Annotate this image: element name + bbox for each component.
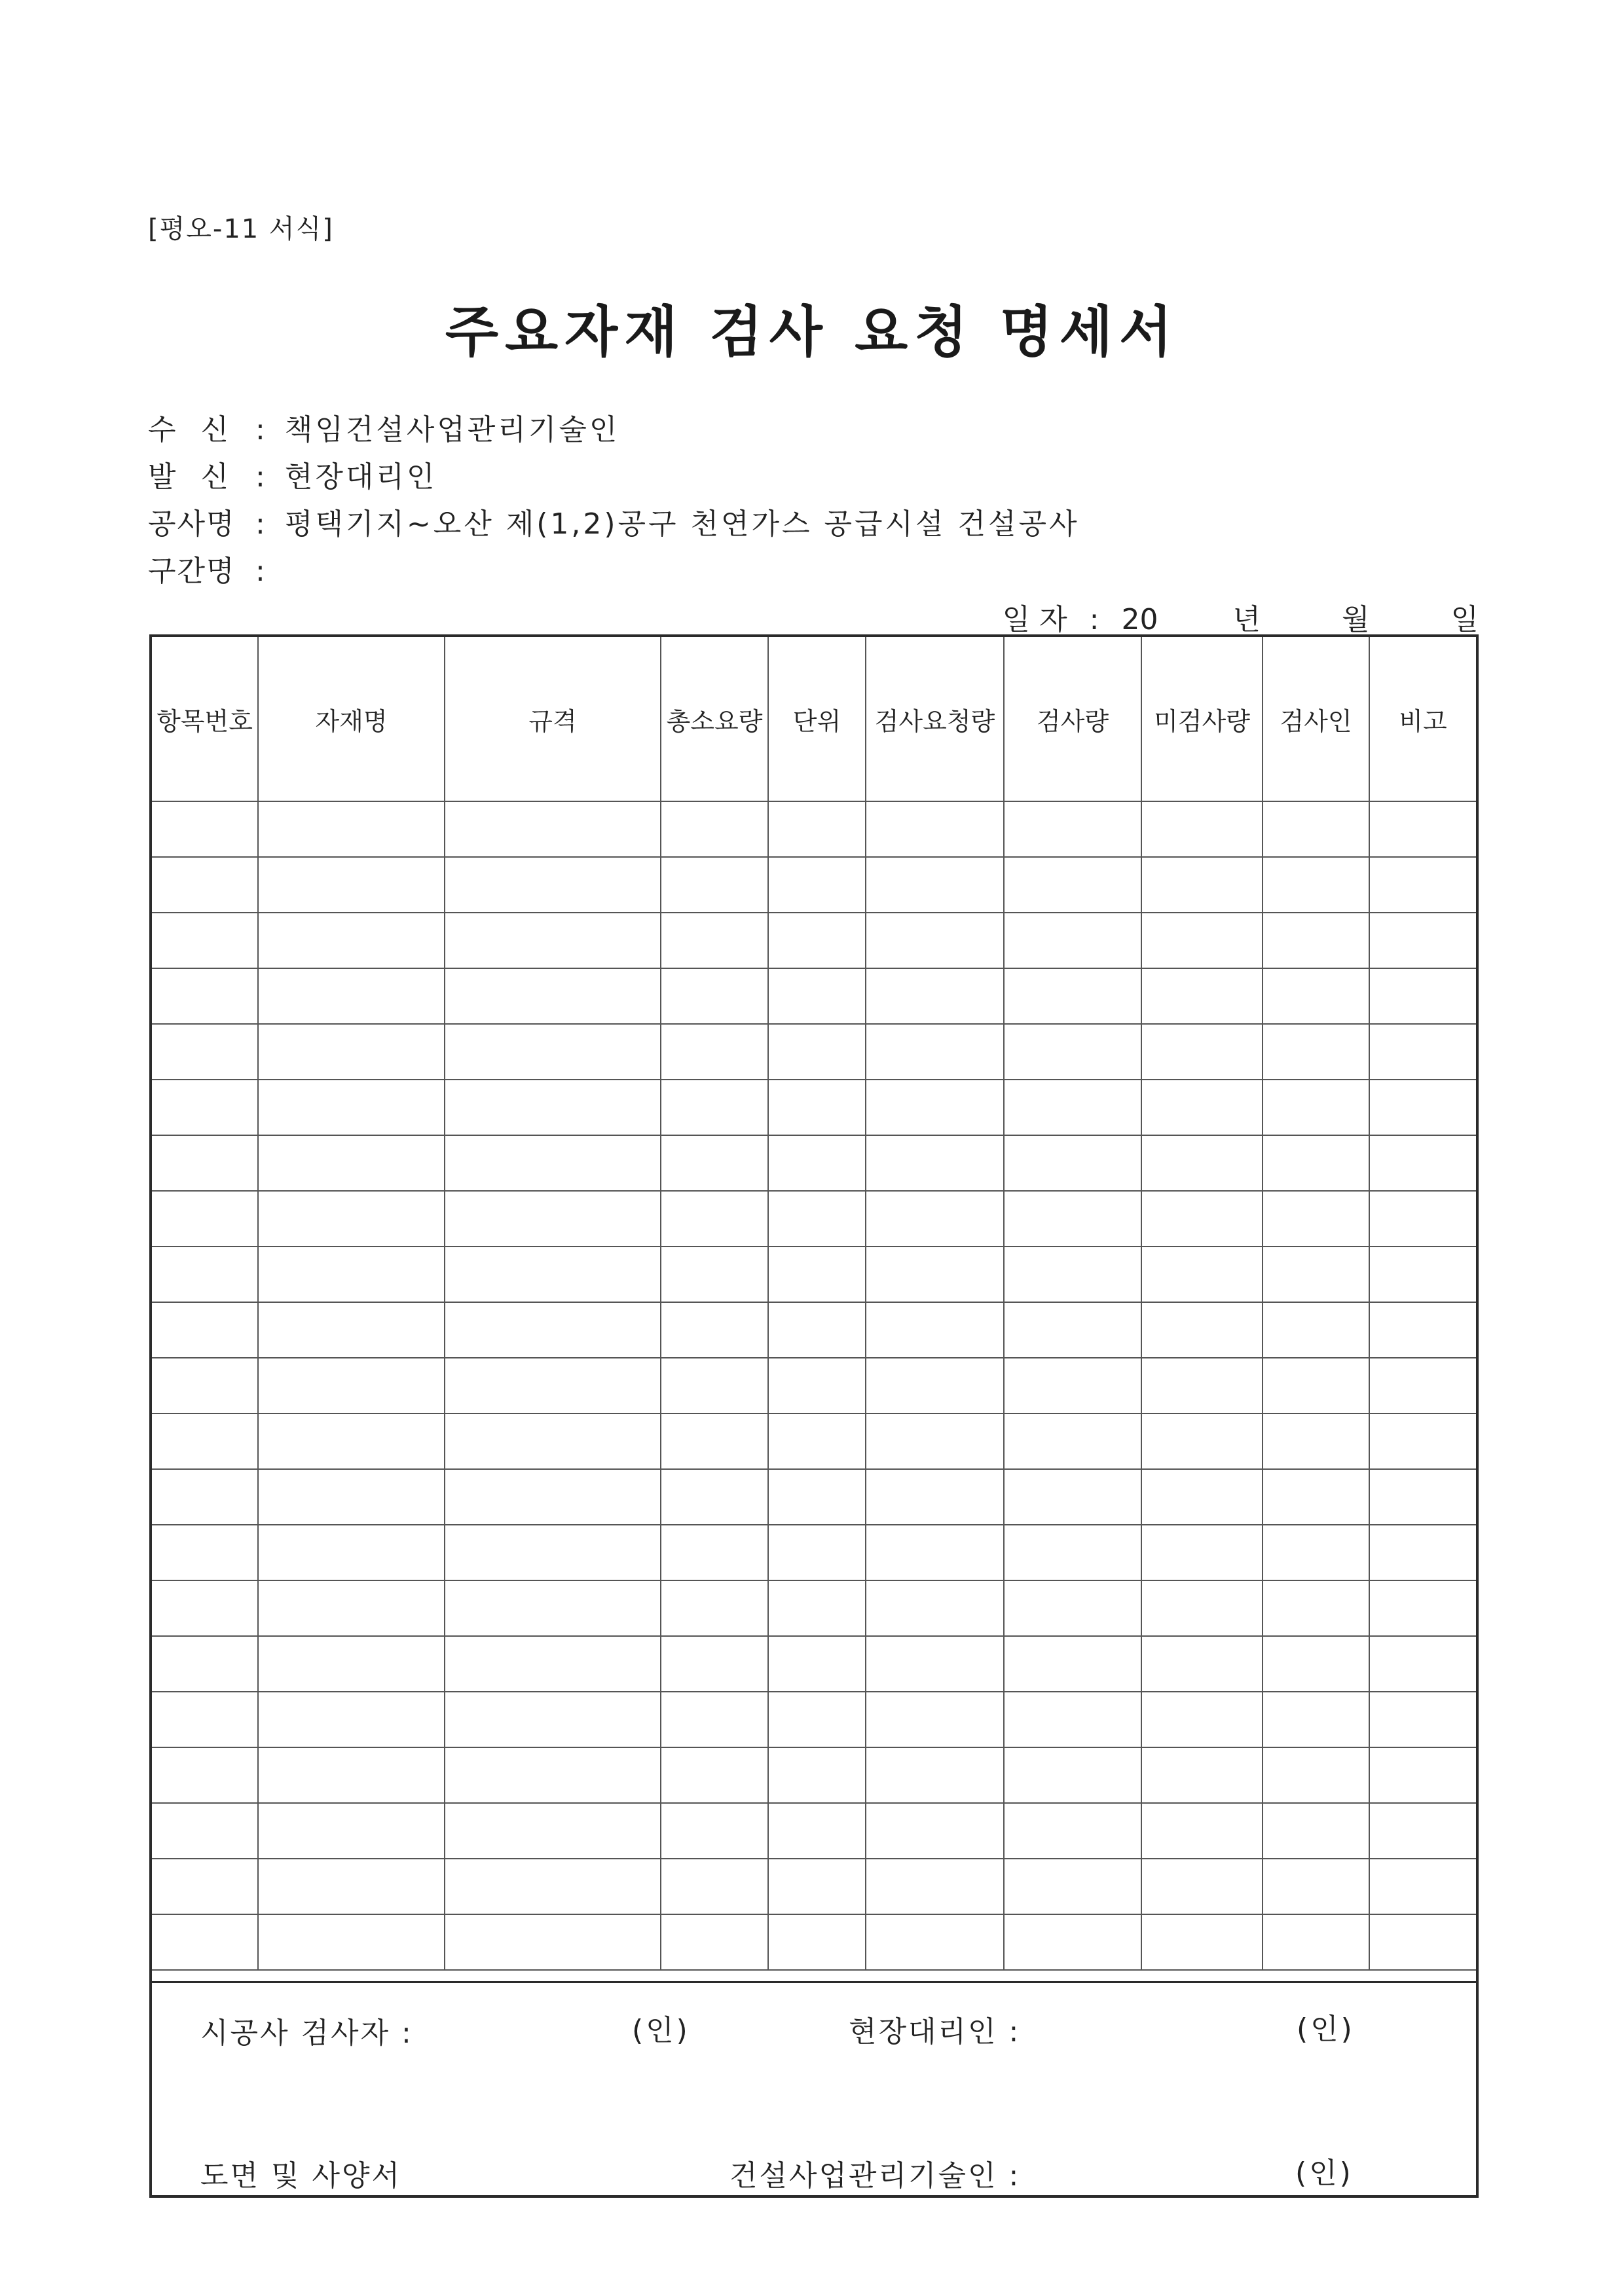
table-cell[interactable]	[1369, 1135, 1476, 1191]
table-cell[interactable]	[1263, 1191, 1369, 1247]
table-cell[interactable]	[1263, 1859, 1369, 1914]
table-cell[interactable]	[1141, 801, 1263, 857]
table-cell[interactable]	[445, 1859, 661, 1914]
table-row	[152, 1803, 1476, 1859]
table-cell[interactable]	[152, 968, 258, 1024]
table-cell[interactable]	[661, 1080, 768, 1135]
table-cell[interactable]	[445, 1469, 661, 1525]
table-cell[interactable]	[768, 1247, 866, 1302]
table-cell[interactable]	[768, 1747, 866, 1803]
table-cell[interactable]	[1004, 1080, 1141, 1135]
table-row	[152, 968, 1476, 1024]
table-cell[interactable]	[1263, 801, 1369, 857]
table-cell[interactable]	[445, 801, 661, 857]
table-cell[interactable]	[1004, 857, 1141, 913]
table-cell[interactable]	[866, 1135, 1004, 1191]
table-cell[interactable]	[768, 1636, 866, 1692]
table-cell[interactable]	[866, 1247, 1004, 1302]
table-cell[interactable]	[1263, 1302, 1369, 1358]
date-line	[1003, 596, 1479, 638]
section-label: 구간명	[148, 555, 236, 588]
table-cell[interactable]	[445, 1247, 661, 1302]
table-body	[152, 801, 1476, 1970]
table-cell[interactable]	[1141, 1302, 1263, 1358]
table-cell[interactable]	[258, 1859, 445, 1914]
table-cell[interactable]	[1369, 1080, 1476, 1135]
table-cell[interactable]	[1369, 1302, 1476, 1358]
header-specification: 규격	[445, 637, 661, 801]
table-cell[interactable]	[445, 968, 661, 1024]
site-agent-label: 현장대리인 :	[849, 2015, 1021, 2049]
inspection-form	[149, 634, 1479, 2198]
table-cell[interactable]	[1141, 1080, 1263, 1135]
table-cell[interactable]	[1263, 1247, 1369, 1302]
table-cell[interactable]	[661, 1914, 768, 1970]
header-uninspected-quantity: 미검사량	[1141, 637, 1263, 801]
table-cell[interactable]	[1141, 1914, 1263, 1970]
table-cell[interactable]	[1369, 968, 1476, 1024]
header-total-quantity: 총소요량	[661, 637, 768, 801]
table-cell[interactable]	[1004, 1859, 1141, 1914]
table-cell[interactable]	[445, 1803, 661, 1859]
table-cell[interactable]	[445, 1358, 661, 1413]
header-remarks: 비고	[1369, 637, 1476, 801]
table-cell[interactable]	[258, 801, 445, 857]
table-cell[interactable]	[1141, 1525, 1263, 1580]
table-cell[interactable]	[445, 1692, 661, 1747]
table-cell[interactable]	[1004, 913, 1141, 968]
inspection-table	[152, 637, 1476, 1971]
table-cell[interactable]	[661, 1024, 768, 1080]
table-cell[interactable]	[258, 1580, 445, 1636]
table-cell[interactable]	[866, 1024, 1004, 1080]
table-cell[interactable]	[258, 1024, 445, 1080]
table-cell[interactable]	[768, 1413, 866, 1469]
table-cell[interactable]	[866, 1469, 1004, 1525]
table-row	[152, 1247, 1476, 1302]
table-cell[interactable]	[866, 1803, 1004, 1859]
table-cell[interactable]	[1369, 913, 1476, 968]
table-cell[interactable]	[1263, 1413, 1369, 1469]
table-cell[interactable]	[866, 1859, 1004, 1914]
table-cell[interactable]	[661, 913, 768, 968]
date-day-unit: 일	[1450, 603, 1479, 636]
table-cell[interactable]	[1369, 1636, 1476, 1692]
table-cell[interactable]	[661, 1692, 768, 1747]
form-code: [평오-11 서식]	[148, 214, 334, 244]
contractor-inspector-seal: (인)	[632, 2014, 690, 2047]
table-cell[interactable]	[152, 1135, 258, 1191]
table-cell[interactable]	[1141, 1024, 1263, 1080]
table-cell[interactable]	[258, 1358, 445, 1413]
table-cell[interactable]	[258, 1247, 445, 1302]
table-row	[152, 1469, 1476, 1525]
table-cell[interactable]	[661, 1247, 768, 1302]
table-cell[interactable]	[1263, 968, 1369, 1024]
table-cell[interactable]	[661, 1413, 768, 1469]
sender-line	[148, 453, 437, 495]
table-cell[interactable]	[661, 857, 768, 913]
table-cell[interactable]	[1004, 1469, 1141, 1525]
table-cell[interactable]	[866, 1914, 1004, 1970]
table-cell[interactable]	[768, 857, 866, 913]
table-cell[interactable]	[1141, 913, 1263, 968]
table-cell[interactable]	[768, 1135, 866, 1191]
table-cell[interactable]	[866, 1692, 1004, 1747]
table-cell[interactable]	[768, 913, 866, 968]
table-cell[interactable]	[445, 1747, 661, 1803]
table-row	[152, 913, 1476, 968]
table-cell[interactable]	[661, 1135, 768, 1191]
table-cell[interactable]	[866, 801, 1004, 857]
table-cell[interactable]	[866, 1747, 1004, 1803]
table-row	[152, 1747, 1476, 1803]
table-cell[interactable]	[152, 857, 258, 913]
table-row	[152, 1636, 1476, 1692]
table-cell[interactable]	[258, 1914, 445, 1970]
table-cell[interactable]	[1369, 1358, 1476, 1413]
table-cell[interactable]	[152, 1803, 258, 1859]
table-row	[152, 1024, 1476, 1080]
table-row	[152, 1525, 1476, 1580]
table-cell[interactable]	[152, 1580, 258, 1636]
table-cell[interactable]	[661, 1580, 768, 1636]
table-cell[interactable]	[445, 1636, 661, 1692]
table-cell[interactable]	[445, 1191, 661, 1247]
table-cell[interactable]	[258, 857, 445, 913]
table-cell[interactable]	[1004, 1914, 1141, 1970]
table-cell[interactable]	[1004, 1247, 1141, 1302]
table-cell[interactable]	[661, 1747, 768, 1803]
table-cell[interactable]	[1263, 1024, 1369, 1080]
table-cell[interactable]	[1141, 857, 1263, 913]
table-cell[interactable]	[445, 1525, 661, 1580]
table-cell[interactable]	[768, 1302, 866, 1358]
recipient-label: 수신	[148, 413, 254, 446]
header-item-number: 항목번호	[152, 637, 258, 801]
table-cell[interactable]	[445, 1914, 661, 1970]
table-cell[interactable]	[445, 1135, 661, 1191]
table-cell[interactable]	[1141, 1580, 1263, 1636]
table-row	[152, 857, 1476, 913]
table-row	[152, 1302, 1476, 1358]
table-cell[interactable]	[866, 1636, 1004, 1692]
table-cell[interactable]	[1369, 1469, 1476, 1525]
table-cell[interactable]	[1004, 1580, 1141, 1636]
table-cell[interactable]	[768, 1358, 866, 1413]
table-cell[interactable]	[1141, 1692, 1263, 1747]
table-cell[interactable]	[1263, 1358, 1369, 1413]
date-year-unit: 년	[1232, 603, 1261, 636]
table-cell[interactable]	[1004, 1024, 1141, 1080]
table-cell[interactable]	[1141, 1358, 1263, 1413]
table-cell[interactable]	[1004, 1803, 1141, 1859]
table-cell[interactable]	[866, 968, 1004, 1024]
table-cell[interactable]	[866, 1358, 1004, 1413]
table-row	[152, 1914, 1476, 1970]
table-cell[interactable]	[1369, 1191, 1476, 1247]
table-cell[interactable]	[1263, 1914, 1369, 1970]
table-cell[interactable]	[866, 857, 1004, 913]
header-requested-quantity: 검사요청량	[866, 637, 1004, 801]
table-cell[interactable]	[1263, 857, 1369, 913]
signature-area	[152, 1981, 1476, 2197]
table-cell[interactable]	[1369, 1413, 1476, 1469]
header-material-name: 자재명	[258, 637, 445, 801]
table-cell[interactable]	[1369, 1247, 1476, 1302]
table-cell[interactable]	[1141, 1636, 1263, 1692]
table-cell[interactable]	[1141, 1135, 1263, 1191]
table-cell[interactable]	[866, 1413, 1004, 1469]
table-cell[interactable]	[445, 857, 661, 913]
table-cell[interactable]	[1004, 801, 1141, 857]
table-cell[interactable]	[768, 1580, 866, 1636]
table-cell[interactable]	[1369, 1859, 1476, 1914]
page-title: 주요자재 검사 요청 명세서	[445, 300, 1179, 364]
table-cell[interactable]	[661, 1525, 768, 1580]
table-cell[interactable]	[1004, 1636, 1141, 1692]
table-cell[interactable]	[768, 801, 866, 857]
table-cell[interactable]	[1263, 1135, 1369, 1191]
table-cell[interactable]	[1263, 1692, 1369, 1747]
table-cell[interactable]	[258, 1413, 445, 1469]
table-cell[interactable]	[661, 1302, 768, 1358]
project-value: 평택기지~오산 제(1,2)공구 천연가스 공급시설 건설공사	[284, 507, 1080, 541]
table-cell[interactable]	[152, 1859, 258, 1914]
supervisor-label: 건설사업관리기술인 :	[729, 2159, 1021, 2193]
table-cell[interactable]	[661, 1636, 768, 1692]
table-cell[interactable]	[1004, 1747, 1141, 1803]
table-row	[152, 1413, 1476, 1469]
date-year-prefix: 20	[1121, 603, 1158, 636]
table-row	[152, 1859, 1476, 1914]
table-row	[152, 1191, 1476, 1247]
table-cell[interactable]	[445, 1413, 661, 1469]
table-cell[interactable]	[258, 1803, 445, 1859]
project-label: 공사명	[148, 507, 236, 541]
header-unit: 단위	[768, 637, 866, 801]
table-cell[interactable]	[258, 968, 445, 1024]
table-cell[interactable]	[1141, 1247, 1263, 1302]
table-cell[interactable]	[1369, 1580, 1476, 1636]
table-cell[interactable]	[1369, 801, 1476, 857]
table-cell[interactable]	[445, 1024, 661, 1080]
table-cell[interactable]	[152, 1747, 258, 1803]
sender-label: 발신	[148, 460, 254, 494]
table-cell[interactable]	[152, 801, 258, 857]
table-cell[interactable]	[866, 1080, 1004, 1135]
table-cell[interactable]	[152, 913, 258, 968]
table-cell[interactable]	[1141, 1469, 1263, 1525]
table-cell[interactable]	[152, 1469, 258, 1525]
table-cell[interactable]	[768, 1080, 866, 1135]
table-cell[interactable]	[1369, 857, 1476, 913]
table-row	[152, 801, 1476, 857]
table-row	[152, 1580, 1476, 1636]
supervisor-seal: (인)	[1295, 2157, 1354, 2190]
table-cell[interactable]	[258, 1135, 445, 1191]
table-cell[interactable]	[258, 1469, 445, 1525]
table-cell[interactable]	[661, 801, 768, 857]
table-cell[interactable]	[768, 1024, 866, 1080]
table-cell[interactable]	[661, 1859, 768, 1914]
table-cell[interactable]	[445, 1080, 661, 1135]
table-cell[interactable]	[1369, 1525, 1476, 1580]
table-cell[interactable]	[1004, 1413, 1141, 1469]
sender-colon: :	[255, 460, 268, 494]
contractor-inspector-label: 시공사 검사자 :	[200, 2016, 413, 2050]
table-cell[interactable]	[152, 1692, 258, 1747]
table-cell[interactable]	[866, 1302, 1004, 1358]
table-cell[interactable]	[152, 1358, 258, 1413]
table-cell[interactable]	[152, 1525, 258, 1580]
table-cell[interactable]	[768, 1692, 866, 1747]
recipient-colon: :	[255, 413, 268, 446]
table-row	[152, 1692, 1476, 1747]
table-cell[interactable]	[445, 913, 661, 968]
table-cell[interactable]	[661, 1803, 768, 1859]
table-cell[interactable]	[152, 1247, 258, 1302]
table-cell[interactable]	[152, 1080, 258, 1135]
table-cell[interactable]	[866, 1191, 1004, 1247]
table-cell[interactable]	[1004, 1358, 1141, 1413]
table-cell[interactable]	[152, 1413, 258, 1469]
table-cell[interactable]	[1263, 1747, 1369, 1803]
table-cell[interactable]	[768, 1914, 866, 1970]
table-row	[152, 1358, 1476, 1413]
table-cell[interactable]	[258, 1747, 445, 1803]
table-cell[interactable]	[1141, 1191, 1263, 1247]
table-cell[interactable]	[152, 1024, 258, 1080]
recipient-value: 책임건설사업관리기술인	[284, 413, 620, 446]
table-cell[interactable]	[866, 1580, 1004, 1636]
table-cell[interactable]	[1263, 1525, 1369, 1580]
sender-value: 현장대리인	[284, 460, 437, 494]
table-cell[interactable]	[1369, 1024, 1476, 1080]
table-cell[interactable]	[768, 1191, 866, 1247]
table-cell[interactable]	[1369, 1914, 1476, 1970]
header-row	[152, 637, 1476, 801]
table-cell[interactable]	[661, 1358, 768, 1413]
table-cell[interactable]	[1263, 1080, 1369, 1135]
table-cell[interactable]	[1263, 913, 1369, 968]
table-cell[interactable]	[1141, 1803, 1263, 1859]
date-label: 일 자	[1002, 603, 1067, 636]
table-cell[interactable]	[768, 1803, 866, 1859]
table-cell[interactable]	[1369, 1803, 1476, 1859]
table-cell[interactable]	[258, 1302, 445, 1358]
section-colon: :	[255, 555, 268, 588]
table-cell[interactable]	[152, 1302, 258, 1358]
table-cell[interactable]	[152, 1191, 258, 1247]
table-cell[interactable]	[445, 1580, 661, 1636]
table-cell[interactable]	[1369, 1747, 1476, 1803]
table-cell[interactable]	[258, 1636, 445, 1692]
recipient-line	[148, 406, 619, 448]
table-cell[interactable]	[152, 1636, 258, 1692]
table-cell[interactable]	[445, 1302, 661, 1358]
table-cell[interactable]	[1263, 1803, 1369, 1859]
project-line	[148, 500, 1080, 542]
table-cell[interactable]	[768, 968, 866, 1024]
table-cell[interactable]	[258, 1080, 445, 1135]
table-cell[interactable]	[1263, 1636, 1369, 1692]
table-row	[152, 1080, 1476, 1135]
site-agent-seal: (인)	[1297, 2013, 1355, 2046]
table-cell[interactable]	[866, 1525, 1004, 1580]
table-cell[interactable]	[152, 1914, 258, 1970]
table-cell[interactable]	[768, 1525, 866, 1580]
table-cell[interactable]	[258, 1525, 445, 1580]
table-cell[interactable]	[1263, 1580, 1369, 1636]
table-cell[interactable]	[768, 1859, 866, 1914]
header-inspector: 검사인	[1263, 637, 1369, 801]
table-cell[interactable]	[258, 913, 445, 968]
table-cell[interactable]	[1141, 1747, 1263, 1803]
table-cell[interactable]	[1004, 1525, 1141, 1580]
table-cell[interactable]	[661, 1191, 768, 1247]
table-cell[interactable]	[1141, 1859, 1263, 1914]
table-cell[interactable]	[1004, 1191, 1141, 1247]
table-cell[interactable]	[1141, 1413, 1263, 1469]
table-cell[interactable]	[866, 913, 1004, 968]
table-cell[interactable]	[661, 968, 768, 1024]
drawings-label: 도면 및 사양서	[200, 2159, 401, 2193]
table-row	[152, 1135, 1476, 1191]
table-cell[interactable]	[768, 1469, 866, 1525]
table-cell[interactable]	[1004, 1135, 1141, 1191]
header-inspected-quantity: 검사량	[1004, 637, 1141, 801]
table-cell[interactable]	[1369, 1692, 1476, 1747]
table-cell[interactable]	[661, 1469, 768, 1525]
date-colon: :	[1089, 603, 1099, 636]
table-cell[interactable]	[1004, 968, 1141, 1024]
date-month-unit: 월	[1341, 603, 1370, 636]
table-cell[interactable]	[1263, 1469, 1369, 1525]
section-line	[148, 547, 285, 589]
table-cell[interactable]	[1004, 1302, 1141, 1358]
project-colon: :	[255, 507, 268, 541]
table-cell[interactable]	[1141, 968, 1263, 1024]
table-cell[interactable]	[258, 1191, 445, 1247]
table-cell[interactable]	[258, 1692, 445, 1747]
table-cell[interactable]	[1004, 1692, 1141, 1747]
